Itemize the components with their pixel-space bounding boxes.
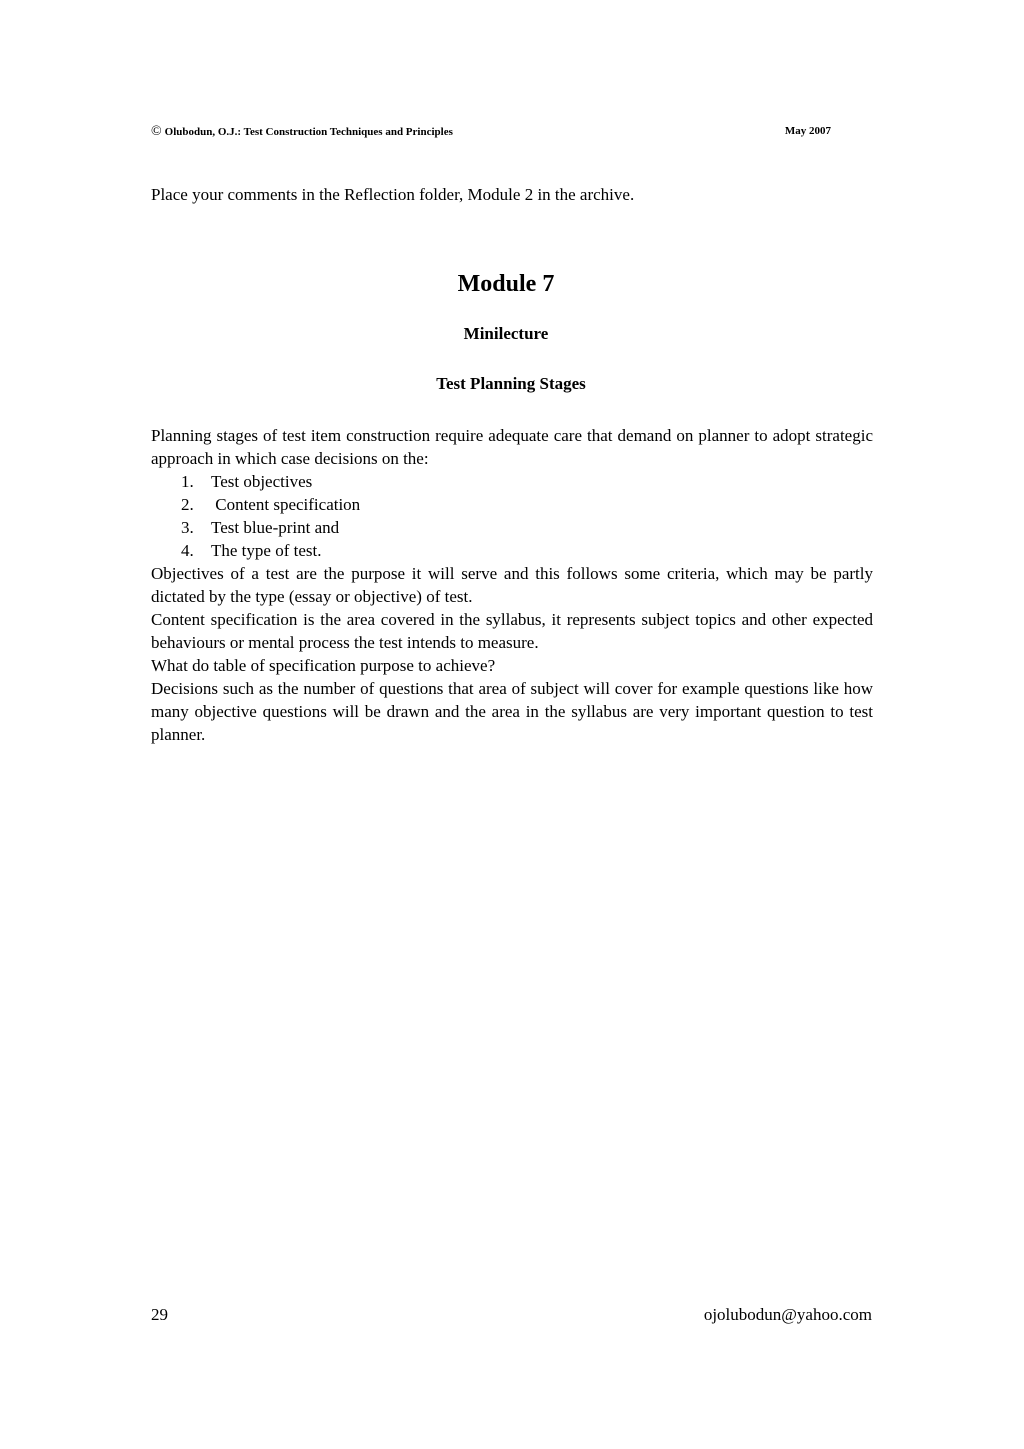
paragraph-decisions: Decisions such as the number of questions that area of subject will cover for example questions like how many objective questions will be drawn and the area in the syllabus are very important question to test planner.: [151, 679, 873, 744]
page-number: 29: [151, 1305, 168, 1324]
list-item-number: 2.: [181, 495, 194, 514]
list-item-number: 4.: [181, 541, 194, 560]
section-title: Test Planning Stages: [436, 374, 586, 393]
list-item: [181, 493, 873, 516]
header-date: May 2007: [784, 125, 831, 137]
subtitle: Minilecture: [463, 324, 549, 343]
list-item-text: Test blue-print and: [211, 518, 340, 537]
module-title: Module 7: [457, 271, 555, 297]
list-item: [181, 470, 873, 493]
header-citation: Olubodun, O.J.: Test Construction Techniques and Principles: [164, 126, 453, 138]
paragraph-objectives: Objectives of a test are the purpose it will serve and this follows some criteria, which may be partly dictated by the type (essay or objective) of test.: [151, 564, 873, 606]
page-header: [151, 124, 831, 142]
list-item-number: 1.: [181, 472, 194, 491]
list-item: [181, 516, 873, 539]
footer-email: ojolubodun@yahoo.com: [703, 1305, 872, 1324]
main-content: [151, 424, 873, 746]
list-item: [181, 539, 873, 562]
list-item-text: Content specification: [211, 495, 361, 514]
header-citation-group: [151, 124, 453, 140]
paragraph-question: What do table of specification purpose to achieve?: [151, 656, 496, 675]
paragraph-content: Content specification is the area covered in the syllabus, it represents subject topics and other expected behaviours or mental process the test intends to measure.: [151, 610, 873, 652]
intro-paragraph: Place your comments in the Reflection folder, Module 2 in the archive.: [151, 185, 635, 204]
list-item-text: Test objectives: [211, 472, 313, 491]
paragraph-intro: Planning stages of test item construction require adequate care that demand on planner to adopt strategic approach in which case decisions on the:: [151, 426, 873, 468]
decisions-list: [151, 470, 873, 562]
list-item-number: 3.: [181, 518, 194, 537]
list-item-text: The type of test.: [211, 541, 322, 560]
copyright-symbol: ©: [151, 124, 162, 139]
